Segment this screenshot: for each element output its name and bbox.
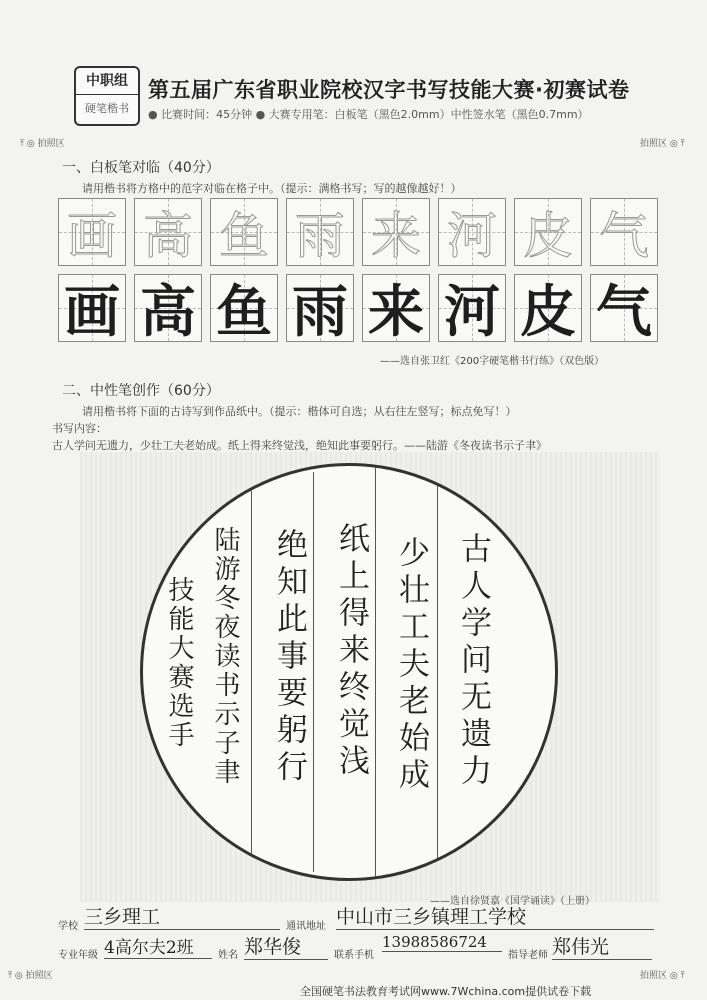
model-char-cell: 高 [134, 198, 202, 266]
model-char-row [58, 198, 658, 270]
exam-title: 第五届广东省职业院校汉字书写技能大赛·初赛试卷 [148, 78, 630, 102]
arrow-icon: ◎ ⤒ [667, 971, 685, 981]
photo-zone-top-right [640, 136, 685, 149]
practice-char-cell: 鱼 [210, 274, 278, 342]
model-char-cell: 画 [58, 198, 126, 266]
exam-subtitle: ● 比赛时间：45分钟 ● 大赛专用笔：白板笔（黑色2.0mm）中性签水笔（黑色0.7mm） [148, 108, 589, 121]
teacher-field[interactable]: 郑伟光 [552, 932, 652, 960]
address-field[interactable]: 中山市三乡镇理工学校 [336, 902, 654, 930]
model-char-cell: 皮 [514, 198, 582, 266]
model-char-cell: 雨 [286, 198, 354, 266]
practice-char-cell: 雨 [286, 274, 354, 342]
major-field[interactable]: 4高尔夫2班 [104, 933, 212, 959]
major-label: 专业年级 [58, 950, 98, 961]
phone-label: 联系手机 [334, 950, 374, 961]
signature-column: 技能大赛选手 [164, 576, 194, 750]
model-char-cell: 鱼 [210, 198, 278, 266]
photo-zone-bottom-left [8, 968, 53, 981]
section1-source: ——选自张卫红《200字硬笔楷书行练》（双色版） [380, 356, 605, 367]
photo-zone-label: 拍照区 [25, 971, 53, 981]
arrow-icon: ⤒ ◎ [8, 971, 26, 981]
photo-zone-label: 拍照区 [640, 971, 668, 981]
section1-heading: 一、白板笔对临（40分） [62, 160, 220, 176]
arrow-icon: ⤒ ◎ [20, 139, 38, 149]
column-rule [437, 472, 438, 872]
section2-source: ——选自徐贤嘉《国学诵读》（上册） [430, 896, 595, 907]
content-label: 书写内容： [52, 422, 107, 435]
teacher-label: 指导老师 [508, 950, 548, 961]
footer-credit: 全国硬笔书法教育考试网www.7Wchina.com提供试卷下载 [300, 985, 592, 998]
practice-char-cell: 气 [590, 274, 658, 342]
section2-heading: 二、中性笔创作（60分） [62, 383, 220, 399]
photo-zone-bottom-right [640, 968, 685, 981]
practice-char-cell: 画 [58, 274, 126, 342]
practice-char-cell: 高 [134, 274, 202, 342]
section2-instruction: 请用楷书将下面的古诗写到作品纸中。（提示：楷体可自选；从右往左竖写；标点免写！） [82, 405, 517, 418]
column-rule [251, 486, 252, 866]
practice-char-cell: 皮 [514, 274, 582, 342]
signature-column: 陆游冬夜读书示子聿 [210, 526, 240, 787]
model-char-cell: 河 [438, 198, 506, 266]
poem-column: 纸上得来终觉浅 [333, 522, 369, 781]
badge-group: 中职组 [76, 68, 138, 95]
column-rule [313, 472, 314, 872]
column-rule [375, 466, 376, 878]
poem-column: 古人学问无遗力 [455, 532, 491, 791]
poem-column: 少壮工夫老始成 [393, 536, 429, 795]
group-badge [74, 66, 140, 126]
school-field[interactable]: 三乡理工 [84, 902, 280, 930]
photo-zone-label: 拍照区 [37, 139, 65, 149]
school-label: 学校 [58, 921, 78, 932]
artwork-circle [140, 463, 558, 881]
model-char-cell: 来 [362, 198, 430, 266]
poem-column: 绝知此事要躬行 [271, 528, 307, 787]
name-label: 姓名 [218, 950, 238, 961]
arrow-icon: ◎ ⤒ [667, 139, 685, 149]
poem-text: 古人学问无遗力，少壮工夫老始成。纸上得来终觉浅，绝知此事要躬行。——陆游《冬夜读书示子聿》 [52, 439, 547, 452]
name-field[interactable]: 郑华俊 [244, 932, 328, 960]
practice-char-row [58, 274, 658, 346]
practice-char-cell: 河 [438, 274, 506, 342]
photo-zone-label: 拍照区 [640, 139, 668, 149]
model-char-cell: 气 [590, 198, 658, 266]
address-label: 通讯地址 [286, 921, 326, 932]
section1-instruction: 请用楷书将方格中的范字对临在格子中。（提示：满格书写；写的越像越好！） [82, 182, 462, 195]
practice-char-cell: 来 [362, 274, 430, 342]
phone-field[interactable]: 13988586724 [382, 933, 502, 952]
badge-category: 硬笔楷书 [85, 102, 129, 115]
photo-zone-top-left [20, 136, 65, 149]
